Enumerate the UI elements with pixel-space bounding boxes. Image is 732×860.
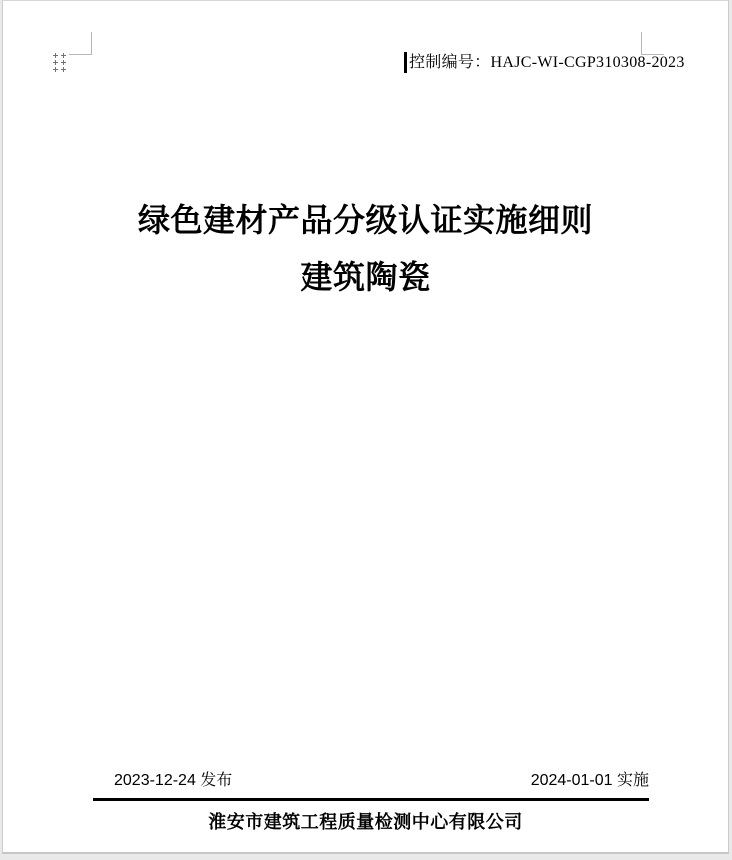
- document-title-line1[interactable]: 绿色建材产品分级认证实施细则: [137, 202, 593, 238]
- company-name-text[interactable]: 淮安市建筑工程质量检测中心有限公司: [208, 812, 523, 832]
- document-page[interactable]: [2, 0, 729, 854]
- text-boundary-top-left-mark: [69, 54, 92, 55]
- implement-date-text[interactable]: 2024-01-01 实施: [530, 772, 649, 789]
- drag-handle-icon[interactable]: [53, 53, 66, 72]
- drag-handle-dot: [61, 53, 66, 58]
- drag-handle-dot: [53, 67, 58, 72]
- control-number-text[interactable]: 控制编号：HAJC-WI-CGP310308-2023: [409, 54, 685, 71]
- text-cursor-caret: [404, 52, 407, 73]
- document-title-line2[interactable]: 建筑陶瓷: [300, 259, 431, 295]
- footer-dates-row: [93, 770, 649, 801]
- drag-handle-dot: [53, 53, 58, 58]
- drag-handle-dot: [61, 67, 66, 72]
- release-date-text[interactable]: 2023-12-24 发布: [114, 772, 233, 789]
- drag-handle-dot: [53, 60, 58, 65]
- drag-handle-dot: [61, 60, 66, 65]
- text-boundary-top-left-mark: [91, 32, 92, 55]
